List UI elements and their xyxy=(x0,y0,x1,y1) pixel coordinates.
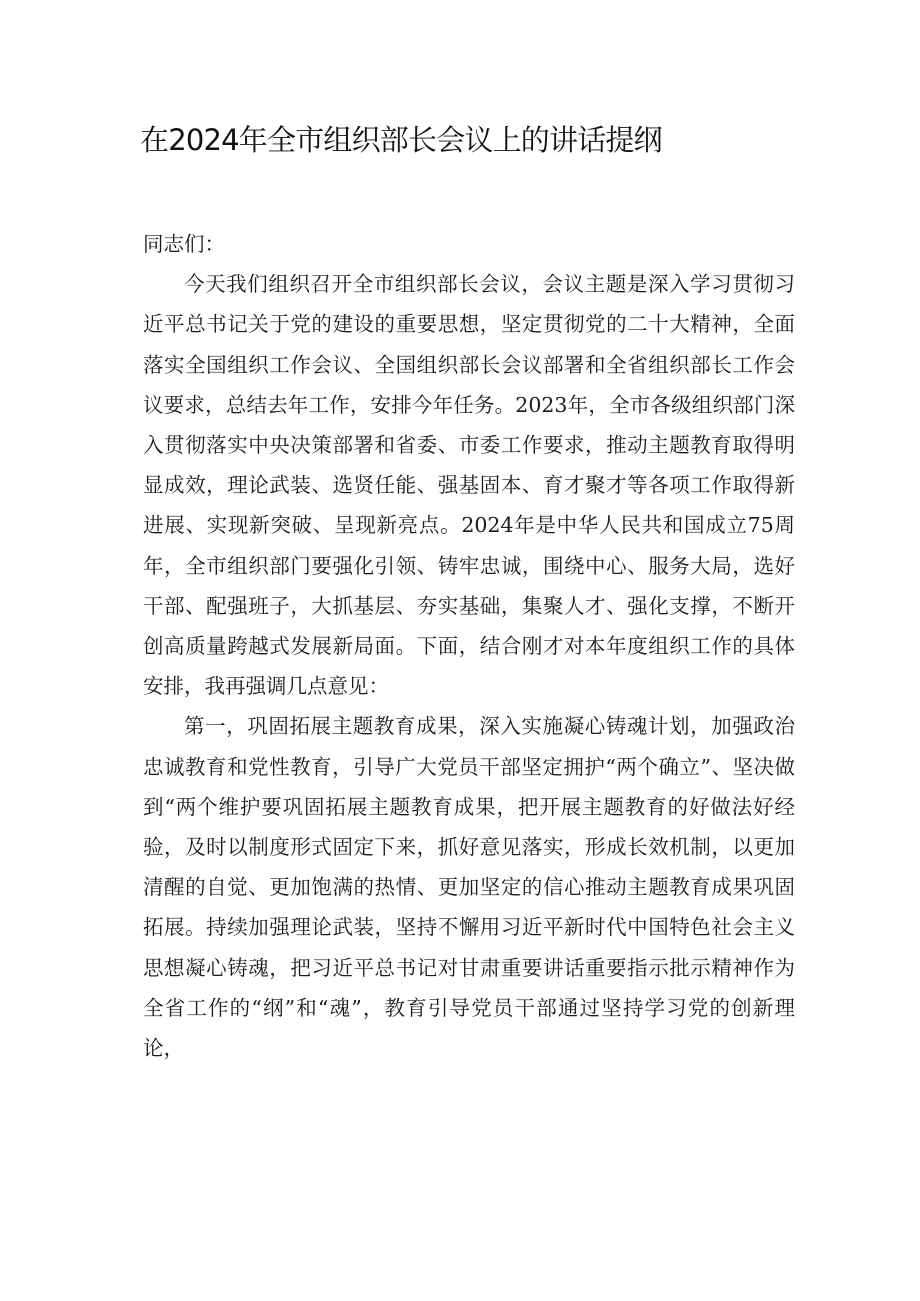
document-body xyxy=(143,224,795,1068)
paragraph-first-point: 第一，巩固拓展主题教育成果，深入实施凝心铸魂计划，加强政治忠诚教育和党性教育，引导广大党员干部坚定拥护“两个确立”、坚决做到“两个维护要巩固拓展主题教育成果，把开展主题教育的好做法好经验，及时以制度形式固定下来，抓好意见落实，形成长效机制，以更加清醒的自觉、更加饱满的热情、更加坚定的信心推动主题教育成果巩固拓展。持续加强理论武装，坚持不懈用习近平新时代中国特色社会主义思想凝心铸魂，把习近平总书记对甘肃重要讲话重要指示批示精神作为全省工作的“纲”和“魂”，教育引导党员干部通过坚持学习党的创新理论， xyxy=(143,714,795,1061)
document-title: 在2024年全市组织部长会议上的讲话提纲 xyxy=(140,123,662,157)
salutation: 同志们： xyxy=(143,232,225,256)
paragraph-intro: 今天我们组织召开全市组织部长会议，会议主题是深入学习贯彻习近平总书记关于党的建设的重要思想，坚定贯彻党的二十大精神，全面落实全国组织工作会议、全国组织部长会议部署和全省组织部长工作会议要求，总结去年工作，安排今年任务。2023年，全市各级组织部门深入贯彻落实中央决策部署和省委、市委工作要求，推动主题教育取得明显成效，理论武装、选贤任能、强基固本、育才聚才等各项工作取得新进展、实现新突破、呈现新亮点。2024年是中华人民共和国成立75周年，全市组织部门要强化引领、铸牢忠诚，围绕中心、服务大局，选好干部、配强班子，大抓基层、夯实基础，集聚人才、强化支撑，不断开创高质量跨越式发展新局面。下面，结合刚才对本年度组织工作的具体安排，我再强调几点意见： xyxy=(143,272,795,699)
